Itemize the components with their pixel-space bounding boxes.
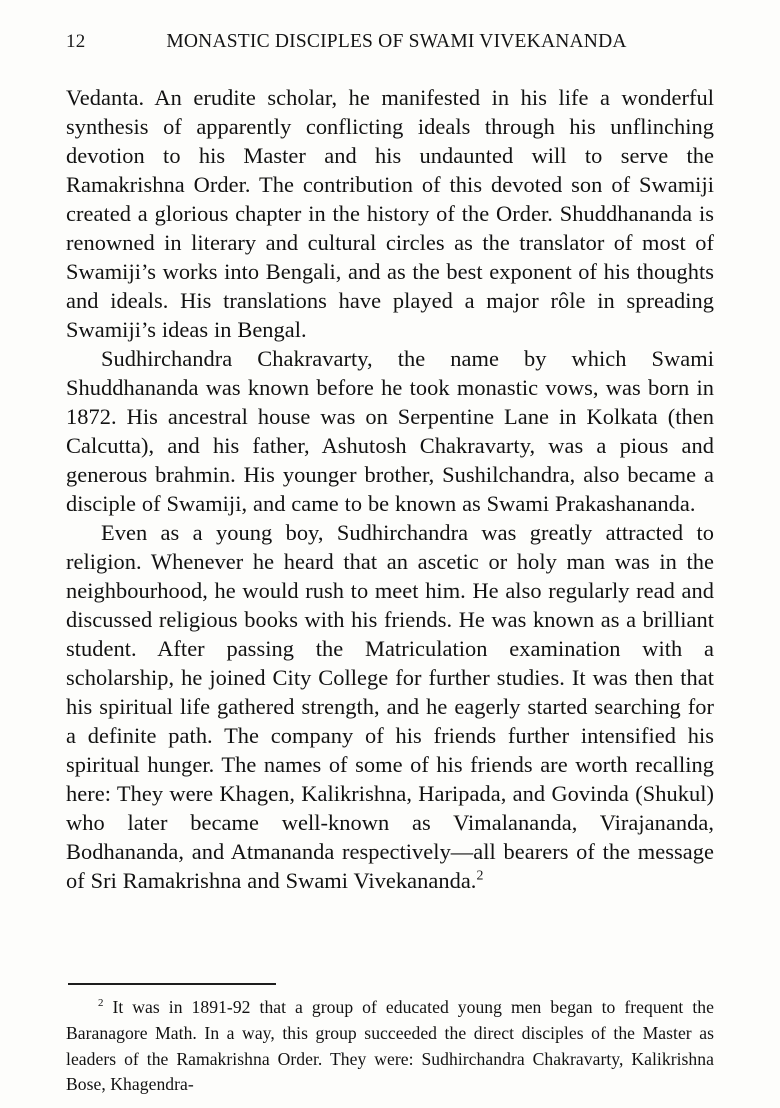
footnote-2 bbox=[66, 995, 714, 1098]
paragraph-young-boy-text: Even as a young boy, Sudhirchandra was greatly attracted to religion. Whenever he heard that an ascetic or holy man was in the neighbourhood, he would rush to meet him. He also regularly read and discussed religious books with his friends. He was known as a brilliant student. After passing the Matriculation examination with a scholarship, he joined City College for further studies. It was then that his spiritual life gathered strength, and he eagerly started searching for a definite path. The company of his friends further intensified his spiritual hunger. The names of some of his friends are worth recalling here: They were Khagen, Kalikrishna, Haripada, and Govinda (Shukul) who later became well-known as Vimalananda, Virajananda, Bodhananda, and Atmananda respectively—all bearers of the message of Sri Ramakrishna and Swami Vivekananda. bbox=[66, 520, 714, 893]
paragraph-vedanta: Vedanta. An erudite scholar, he manifested in his life a wonderful synthesis of apparently conflicting ideals through his unflinching devotion to his Master and his undaunted will to serve the Ramakrishna Order. The contribution of this devoted son of Swamiji created a glorious chapter in the history of the Order. Shuddhananda is renowned in literary and cultural circles as the translator of most of Swamiji’s works into Bengali, and as the best exponent of his thoughts and ideals. His translations have played a major rôle in spreading Swamiji’s ideas in Bengal. bbox=[66, 85, 714, 342]
running-head-title: MONASTIC DISCIPLES OF SWAMI VIVEKANANDA bbox=[166, 31, 627, 52]
footnote-marker-2: 2 bbox=[98, 997, 104, 1010]
paragraph-young-boy bbox=[66, 518, 714, 895]
body-text-block bbox=[66, 83, 714, 895]
page-number: 12 bbox=[66, 31, 86, 52]
paragraph-sudhirchandra: Sudhirchandra Chakravarty, the name by which Swami Shuddhananda was known before he took monastic vows, was born in 1872. His ancestral house was on Serpentine Lane in Kolkata (then Calcutta), and his father, Ashutosh Chakravarty, was a pious and generous brahmin. His younger brother, Sushilchandra, also became a disciple of Swamiji, and came to be known as Swami Prakashananda. bbox=[66, 346, 714, 516]
running-head bbox=[66, 30, 713, 56]
footnote-reference-2[interactable]: 2 bbox=[476, 868, 484, 884]
footnote-area bbox=[66, 983, 714, 1098]
footnote-separator-rule bbox=[68, 983, 276, 985]
footnote-2-text: It was in 1891-92 that a group of educated young men began to frequent the Baranagore Math. In a way, this group succeeded the direct disciples of the Master as leaders of the Ramakrishna Order. They were: Sudhirchandra Chakravarty, Kalikrishna Bose, Khagendra- bbox=[66, 997, 714, 1095]
